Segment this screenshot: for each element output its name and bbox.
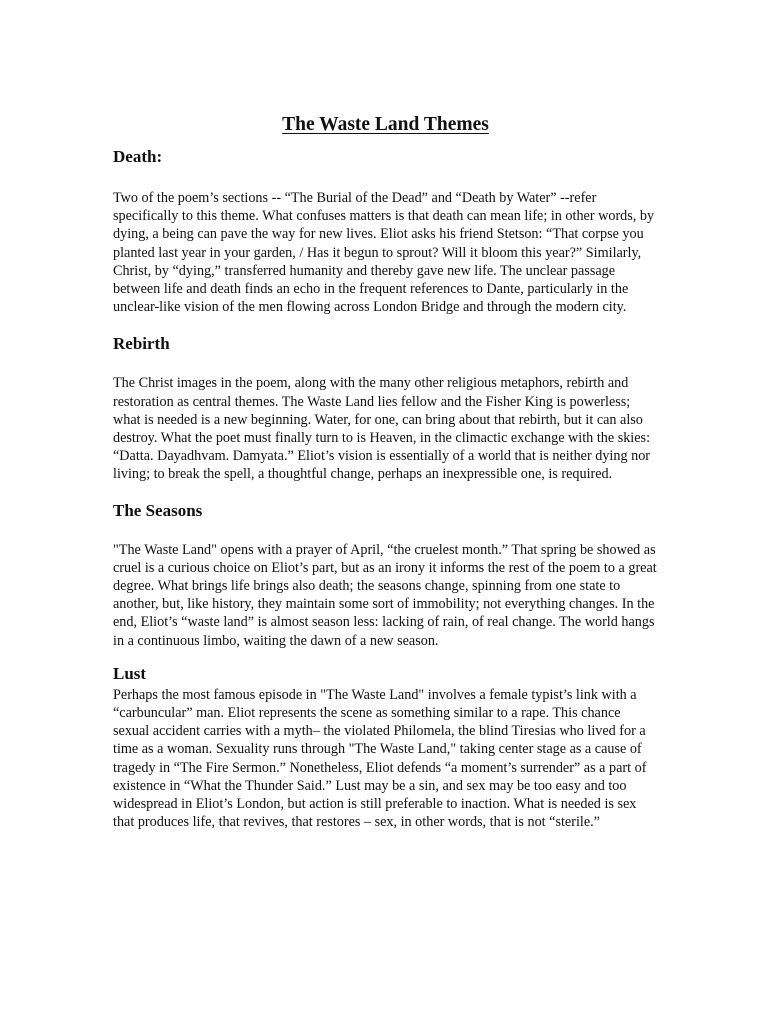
section-body-seasons: "The Waste Land" opens with a prayer of April, “the cruelest month.” That spring be showed as cruel is a curious choice on Eliot’s part, but as an irony it informs the rest of the poem to a great degree. What brings life brings also death; the seasons change, spinning from one state to another, but, like history, they maintain some sort of immobility; not everything changes. In the end, Eliot’s “waste land” is almost season less: lacking of rain, of real change. The world hangs in a continuous limbo, waiting the dawn of a new season.	[113, 541, 657, 649]
section-body-death: Two of the poem’s sections -- “The Burial of the Dead” and “Death by Water” --refer specifically to this theme. What confuses matters is that death can mean life; in other words, by dying, a being can pave the way for new lives. Eliot asks his friend Stetson: “That corpse you planted last year in your garden, / Has it begun to sprout? Will it bloom this year?” Similarly, Christ, by “dying,” transferred humanity and thereby gave new life. The unclear passage between life and death finds an echo in the frequent references to Dante, particularly in the unclear-like vision of the men flowing across London Bridge and through the modern city.	[113, 190, 655, 316]
section-lust	[113, 663, 658, 832]
section-heading-rebirth: Rebirth	[113, 334, 170, 354]
section-heading-lust: Lust	[113, 663, 147, 683]
section-death	[113, 146, 658, 316]
document-title: The Waste Land Themes	[282, 114, 489, 135]
section-body-rebirth: The Christ images in the poem, along with the many other religious metaphors, rebirth and restoration as central themes. The Waste Land lies fellow and the Fisher King is powerless; what is needed is a new beginning. Water, for one, can bring about that rebirth, but it can also destroy. What the poet must finally turn to is Heaven, in the climactic exchange with the skies: “Datta. Dayadhvam. Damyata.” Eliot’s vision is essentially of a world that is neither dying nor living; to break the spell, a thoughtful change, perhaps an inexpressible one, is required.	[113, 375, 651, 483]
section-body-lust: Perhaps the most famous episode in "The Waste Land" involves a female typist’s link with a “carbuncular” man. Eliot represents the scene as something similar to a rape. This chance sexual accident carries with a myth– the violated Philomela, the blind Tiresias who lived for a time as a woman. Sexuality runs through "The Waste Land," taking center stage as a cause of tragedy in “The Fire Sermon.” Nonetheless, Eliot defends “a moment’s surrender” as a part of existence in “What the Thunder Said.” Lust may be a sin, and sex may be too easy and too widespread in Eliot’s London, but action is still preferable to inaction. What is needed is sex that produces life, that revives, that restores – sex, in other words, that is not “sterile.”	[113, 686, 647, 831]
section-rebirth	[113, 333, 658, 483]
document-page	[113, 112, 658, 831]
section-heading-death: Death:	[113, 147, 163, 166]
section-heading-seasons: The Seasons	[113, 500, 203, 520]
section-seasons	[113, 500, 658, 650]
